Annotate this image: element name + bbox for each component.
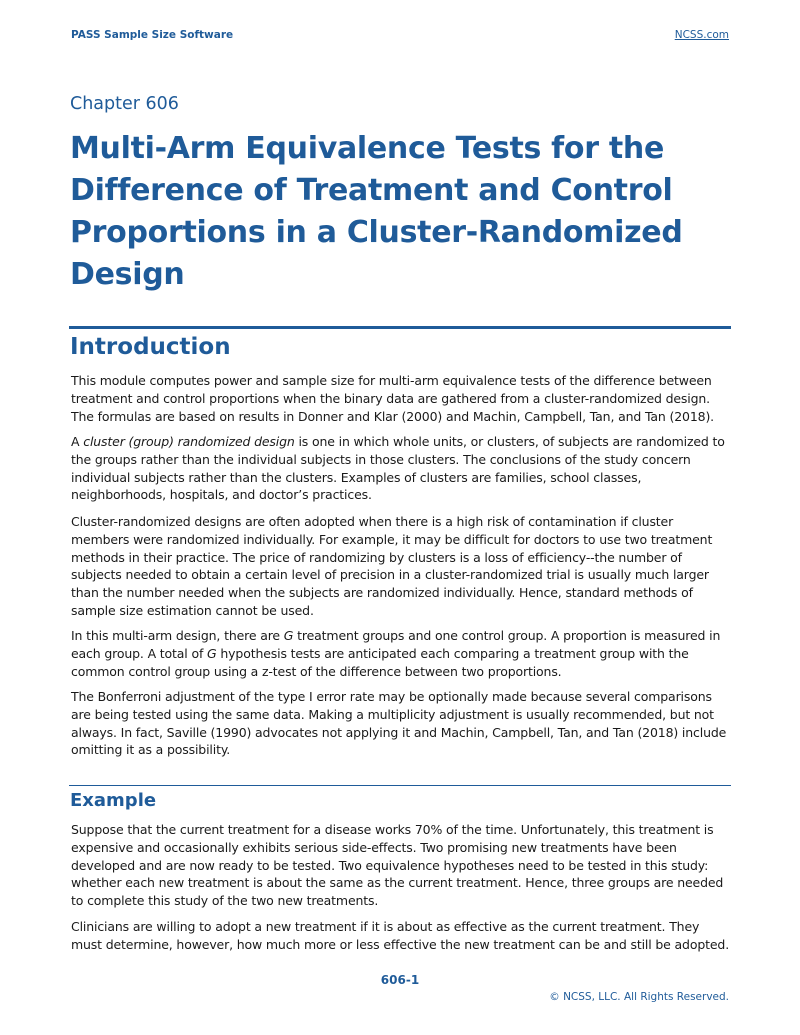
- text-span: treatment groups and one control group. A proportion is measured in each group. A total of: [71, 628, 721, 661]
- variable-g: G: [283, 628, 294, 643]
- title-line: Difference of Treatment and Control: [70, 173, 673, 208]
- intro-paragraph-3: Cluster-randomized designs are often adopted when there is a high risk of contamination if cluster members were randomized individually. For example, it may be difficult for doctors to use two treatment methods in their practice. The price of randomizing by clusters is a loss of efficiency--the number of subjects needed to obtain a certain level of precision in a cluster-randomized trial is usually much larger than the number needed when the subjects are randomized individually. Hence, standard methods of sample size estimation cannot be used.: [71, 514, 713, 618]
- intro-paragraph-2: [71, 433, 731, 504]
- text-span: hypothesis tests are anticipated each comparing a treatment group with the common control group using a z-test of the difference between two proportions.: [71, 645, 689, 679]
- text-span: A: [71, 434, 84, 449]
- text-span: is one in which whole units, or clusters, of subjects are randomized to the groups rather than the individual subjects in those clusters. The conclusions of the study concern individual subjects rather than the clusters. Examples of clusters are families, school classes, neighborhoods, hospitals, and doctor’s practices.: [71, 434, 725, 503]
- variable-g: G: [207, 645, 217, 661]
- title-line: Proportions in a Cluster-Randomized: [70, 215, 683, 250]
- copyright-notice: © NCSS, LLC. All Rights Reserved.: [549, 991, 729, 1003]
- title-line: Multi-Arm Equivalence Tests for the: [70, 131, 665, 166]
- intro-paragraph-1: This module computes power and sample size for multi-arm equivalence tests of the difference between treatment and control proportions when the binary data are gathered from a cluster-randomized design. The formulas are based on results in Donner and Klar (2000) and Machin, Campbell, Tan, and Tan (2018).: [71, 373, 714, 424]
- chapter-number: Chapter 606: [70, 94, 179, 114]
- example-heading: Example: [70, 790, 157, 811]
- header-site-link[interactable]: NCSS.com: [674, 29, 729, 41]
- page-title: [70, 128, 710, 296]
- introduction-heading: Introduction: [70, 334, 231, 360]
- example-paragraph-2: Clinicians are willing to adopt a new treatment if it is about as effective as the current treatment. They must determine, however, how much more or less effective the new treatment can be and still be adopted.: [71, 919, 730, 952]
- intro-paragraph-5: The Bonferroni adjustment of the type I error rate may be optionally made because several comparisons are being tested using the same data. Making a multiplicity adjustment is usually recommended, but not always. In fact, Saville (1990) advocates not applying it and Machin, Campbell, Tan, and Tan (2018) include omitting it as a possibility.: [71, 689, 727, 758]
- section-divider-thick: [69, 326, 731, 329]
- section-divider-thin: [69, 785, 731, 786]
- intro-paragraph-4: [71, 627, 731, 680]
- title-line: Design: [70, 257, 185, 292]
- example-paragraph-1: Suppose that the current treatment for a disease works 70% of the time. Unfortunately, this treatment is expensive and occasionally exhibits serious side-effects. Two promising new treatments have been developed and are now ready to be tested. Two equivalence hypotheses need to be tested in this study: whether each new treatment is about the same as the current treatment. Hence, three groups are needed to complete this study of the two new treatments.: [71, 822, 724, 909]
- emphasis-term: cluster (group) randomized design: [83, 434, 295, 449]
- header-software-name: PASS Sample Size Software: [71, 29, 234, 41]
- page-number: 606-1: [380, 973, 420, 987]
- text-span: In this multi-arm design, there are: [71, 628, 284, 643]
